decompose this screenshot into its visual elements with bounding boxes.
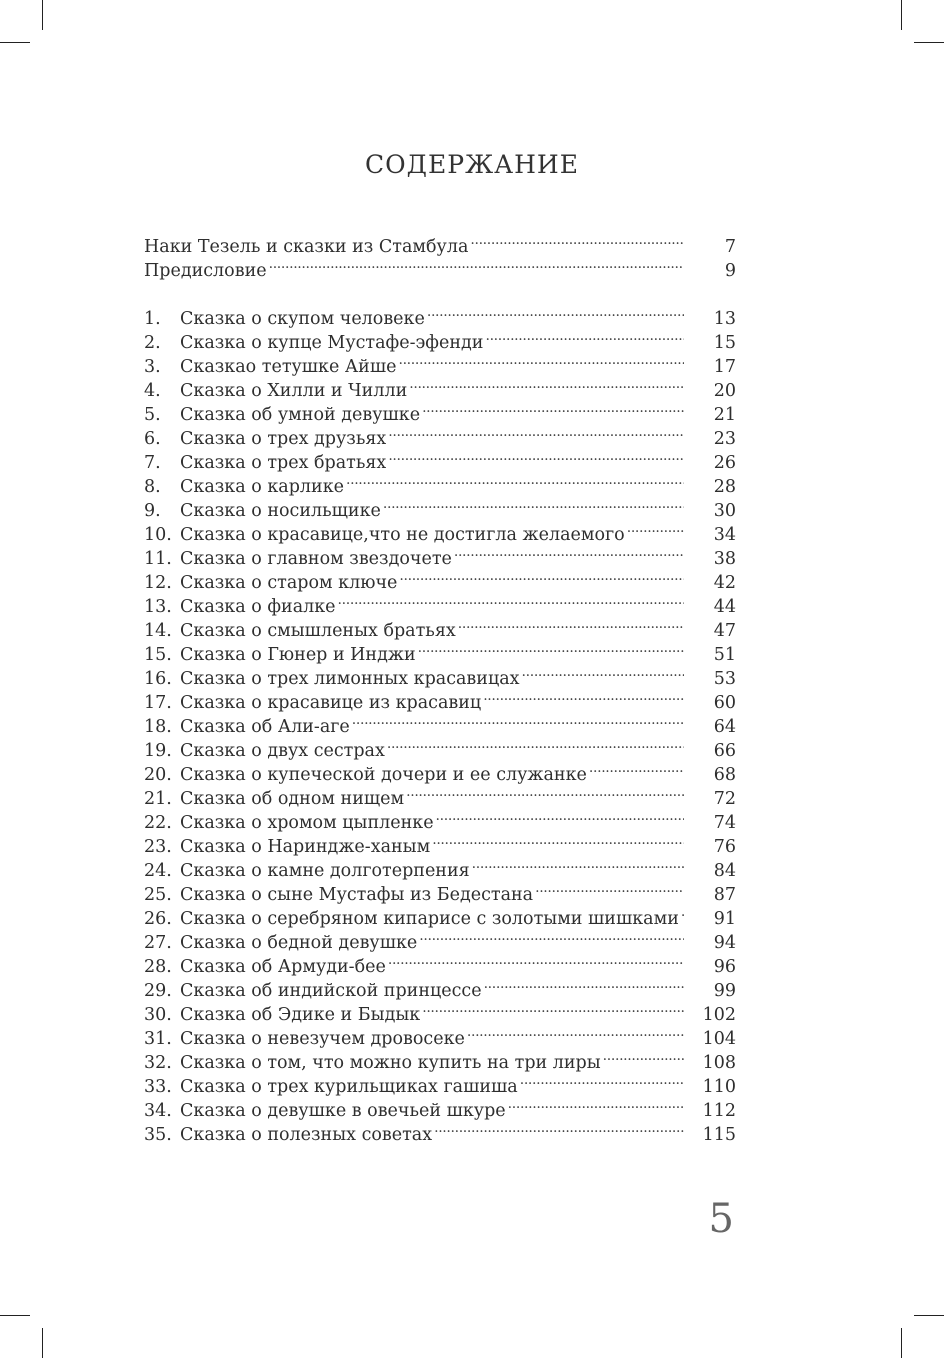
toc-row-title: Сказка о купце Мустафе-эфенди <box>180 333 484 353</box>
toc-row-title: Сказкао тетушке Айше <box>180 357 397 377</box>
dot-leader <box>535 876 684 900</box>
toc-row-number: 12. <box>144 573 172 593</box>
toc-row-title: Сказка о том, что можно купить на три лиры <box>180 1053 601 1073</box>
front-matter <box>144 228 736 281</box>
toc-row-page: 102 <box>702 1005 736 1025</box>
dot-leader <box>388 420 684 444</box>
toc-row-page: 64 <box>713 717 736 737</box>
toc-row-title: Сказка о Гюнер и Инджи <box>180 645 416 665</box>
toc-row-page: 7 <box>724 237 736 257</box>
toc-row-page: 66 <box>713 741 736 761</box>
crop-mark <box>42 0 43 30</box>
toc-row-number: 26. <box>144 909 172 929</box>
toc-row-number: 17. <box>144 693 172 713</box>
dot-leader <box>388 948 684 972</box>
dot-leader <box>427 300 684 324</box>
toc-entries <box>144 300 736 1145</box>
toc-row-number: 22. <box>144 813 172 833</box>
toc-row-title: Сказка о серебряном кипарисе с золотыми шишками <box>180 909 679 929</box>
toc-row-number: 8. <box>144 477 161 497</box>
toc-row-page: 13 <box>713 309 736 329</box>
toc-row-page: 15 <box>713 333 736 353</box>
toc-row-title: Сказка о сыне Мустафы из Бедестана <box>180 885 534 905</box>
toc-row-number: 21. <box>144 789 172 809</box>
toc-row-page: 115 <box>702 1125 736 1145</box>
toc-row-number: 1. <box>144 309 161 329</box>
dot-leader <box>432 828 684 852</box>
toc-row-number: 11. <box>144 549 172 569</box>
dot-leader <box>522 660 684 684</box>
toc-row-page: 17 <box>713 357 736 377</box>
toc-row-title: Сказка о носильщике <box>180 501 381 521</box>
toc-row-page: 84 <box>713 861 736 881</box>
toc-row-number: 24. <box>144 861 172 881</box>
dot-leader <box>603 1044 684 1068</box>
dot-leader <box>383 492 684 516</box>
dot-leader <box>338 588 684 612</box>
dot-leader <box>352 708 684 732</box>
toc-row-title: Сказка о красавице,что не достигла желаемого <box>180 525 625 545</box>
crop-mark <box>42 1328 43 1358</box>
crop-mark <box>901 0 902 30</box>
toc-row-page: 74 <box>713 813 736 833</box>
toc-row-number: 2. <box>144 333 161 353</box>
toc-row[interactable] <box>144 300 736 329</box>
toc-row-title: Сказка об Али-аге <box>180 717 350 737</box>
dot-leader <box>470 228 684 252</box>
toc-row-page: 47 <box>713 621 736 641</box>
dot-leader <box>520 1068 684 1092</box>
dot-leader <box>398 348 684 372</box>
toc-row-number: 13. <box>144 597 172 617</box>
table-of-contents <box>144 228 736 1145</box>
toc-row-title: Сказка о камне долготерпения <box>180 861 470 881</box>
toc-row-title: Сказка о трех друзьях <box>180 429 387 449</box>
toc-row-number: 9. <box>144 501 161 521</box>
toc-row-page: 42 <box>713 573 736 593</box>
toc-row-page: 72 <box>713 789 736 809</box>
toc-row-number: 4. <box>144 381 161 401</box>
dot-leader <box>422 396 684 420</box>
toc-row-number: 15. <box>144 645 172 665</box>
toc-row-page: 76 <box>713 837 736 857</box>
toc-row-number: 31. <box>144 1029 172 1049</box>
toc-row-title: Сказка о девушке в овечьей шкуре <box>180 1101 506 1121</box>
toc-row-title: Сказка об умной девушке <box>180 405 421 425</box>
toc-row-title: Сказка о скупом человеке <box>180 309 425 329</box>
toc-row-title: Сказка о главном звездочете <box>180 549 452 569</box>
toc-row-page: 28 <box>713 477 736 497</box>
toc-row-number: 6. <box>144 429 161 449</box>
toc-row-title: Сказка о бедной девушке <box>180 933 418 953</box>
toc-row-number: 14. <box>144 621 172 641</box>
toc-row-page: 60 <box>713 693 736 713</box>
dot-leader <box>387 732 684 756</box>
toc-row-page: 23 <box>713 429 736 449</box>
crop-mark <box>901 1328 902 1358</box>
toc-row-title: Сказка о смышленых братьях <box>180 621 456 641</box>
toc-row-page: 91 <box>713 909 736 929</box>
dot-leader <box>418 636 684 660</box>
toc-row-title: Сказка о двух сестрах <box>180 741 385 761</box>
toc-row-page: 96 <box>713 957 736 977</box>
toc-row-title: Сказка о трех лимонных красавицах <box>180 669 520 689</box>
toc-row-number: 19. <box>144 741 172 761</box>
toc-row-title: Сказка о красавице из красавиц <box>180 693 482 713</box>
toc-row-title: Сказка о Нариндже-ханым <box>180 837 431 857</box>
toc-row-page: 112 <box>702 1101 736 1121</box>
dot-leader <box>458 612 684 636</box>
dot-leader <box>681 900 684 924</box>
toc-row-page: 110 <box>702 1077 736 1097</box>
toc-row-title: Сказка о карлике <box>180 477 344 497</box>
dot-leader <box>269 252 684 276</box>
toc-row-number: 23. <box>144 837 172 857</box>
toc-row-title: Сказка о невезучем дровосеке <box>180 1029 465 1049</box>
dot-leader <box>485 324 684 348</box>
toc-row-page: 51 <box>713 645 736 665</box>
toc-row-number: 28. <box>144 957 172 977</box>
dot-leader <box>483 684 684 708</box>
toc-row-page: 87 <box>713 885 736 905</box>
toc-row-page: 38 <box>713 549 736 569</box>
toc-row-page: 94 <box>713 933 736 953</box>
dot-leader <box>508 1092 684 1116</box>
toc-row-page: 104 <box>702 1029 736 1049</box>
toc-row-title: Сказка о фиалке <box>180 597 336 617</box>
dot-leader <box>454 540 684 564</box>
toc-row-title: Сказка об одном нищем <box>180 789 405 809</box>
toc-row-number: 5. <box>144 405 161 425</box>
toc-row[interactable] <box>144 228 736 257</box>
toc-row-page: 34 <box>713 525 736 545</box>
toc-row-number: 34. <box>144 1101 172 1121</box>
toc-row-number: 29. <box>144 981 172 1001</box>
dot-leader <box>467 1020 684 1044</box>
toc-row-page: 44 <box>713 597 736 617</box>
crop-mark <box>0 42 30 43</box>
toc-row-page: 20 <box>713 381 736 401</box>
dot-leader <box>422 996 684 1020</box>
crop-mark <box>914 42 944 43</box>
dot-leader <box>399 564 684 588</box>
dot-leader <box>627 516 684 540</box>
toc-row-number: 25. <box>144 885 172 905</box>
toc-row-number: 3. <box>144 357 161 377</box>
page-title: СОДЕРЖАНИЕ <box>365 150 579 179</box>
dot-leader <box>436 804 684 828</box>
toc-row-title: Сказка о трех братьях <box>180 453 387 473</box>
dot-leader <box>419 924 684 948</box>
toc-row-page: 53 <box>713 669 736 689</box>
toc-row-title: Сказка о хромом цыпленке <box>180 813 434 833</box>
toc-row-page: 21 <box>713 405 736 425</box>
toc-row-title: Сказка о Хилли и Чилли <box>180 381 408 401</box>
toc-row-number: 33. <box>144 1077 172 1097</box>
toc-row-title: Сказка о трех курильщиках гашиша <box>180 1077 518 1097</box>
toc-row-title: Сказка об индийской принцессе <box>180 981 482 1001</box>
toc-row-page: 26 <box>713 453 736 473</box>
dot-leader <box>346 468 684 492</box>
toc-row-page: 108 <box>702 1053 736 1073</box>
dot-leader <box>409 372 684 396</box>
toc-row-page: 30 <box>713 501 736 521</box>
dot-leader <box>406 780 684 804</box>
toc-row-number: 32. <box>144 1053 172 1073</box>
toc-row-number: 20. <box>144 765 172 785</box>
toc-row-number: 27. <box>144 933 172 953</box>
toc-row-title: Сказка об Эдике и Быдык <box>180 1005 421 1025</box>
dot-leader <box>589 756 684 780</box>
toc-row-number: 10. <box>144 525 172 545</box>
toc-row-number: 35. <box>144 1125 172 1145</box>
toc-row-title: Наки Тезель и сказки из Стамбула <box>144 237 469 257</box>
toc-row-title: Сказка о купеческой дочери и ее служанке <box>180 765 587 785</box>
crop-mark <box>0 1315 30 1316</box>
toc-row-page: 9 <box>724 261 736 281</box>
dot-leader <box>472 852 684 876</box>
toc-row-title: Предисловие <box>144 261 267 281</box>
toc-row-page: 99 <box>713 981 736 1001</box>
dot-leader <box>484 972 684 996</box>
dot-leader <box>388 444 684 468</box>
crop-mark <box>914 1315 944 1316</box>
toc-row-number: 7. <box>144 453 161 473</box>
toc-row-title: Сказка о полезных советах <box>180 1125 433 1145</box>
toc-row-number: 18. <box>144 717 172 737</box>
toc-row-number: 30. <box>144 1005 172 1025</box>
toc-row-title: Сказка об Армуди-бее <box>180 957 386 977</box>
toc-row-number: 16. <box>144 669 172 689</box>
toc-row-title: Сказка о старом ключе <box>180 573 398 593</box>
toc-row-page: 68 <box>713 765 736 785</box>
dot-leader <box>434 1116 684 1140</box>
page-number: 5 <box>708 1196 734 1242</box>
